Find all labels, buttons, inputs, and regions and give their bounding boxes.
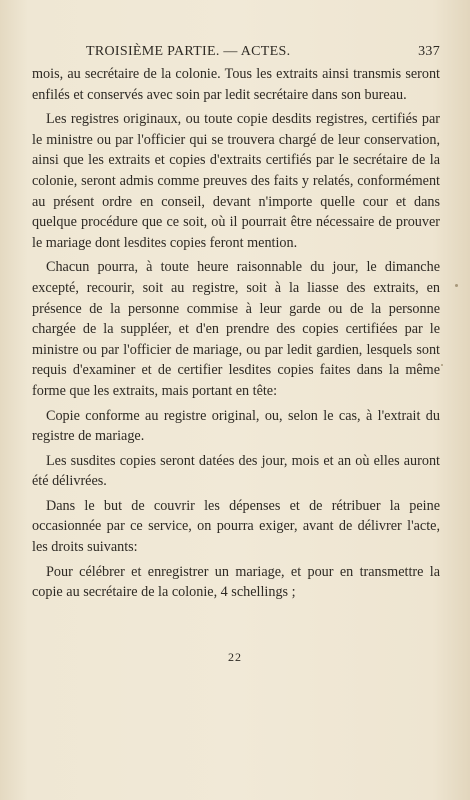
page-number: 337 — [418, 44, 440, 59]
paragraph: Dans le but de couvrir les dépenses et de rétribuer la peine occasionnée par ce service, on pourra exiger, avant de délivrer l'acte, les droits suivants: — [32, 497, 440, 556]
paragraph: mois, au secrétaire de la colonie. Tous les extraits ainsi transmis seront enfilés et conservés avec soin par ledit secrétaire dans son bureau. — [32, 66, 440, 103]
paper-speck — [455, 284, 458, 287]
running-title: TROISIÈME PARTIE. — ACTES. — [86, 44, 291, 59]
running-header — [32, 44, 440, 64]
paragraph: Pour célébrer et enregistrer un mariage, et pour en transmettre la copie au secrétaire de la colonie, 4 schellings ; — [32, 563, 440, 601]
signature-mark: 22 — [228, 650, 242, 664]
paper-speck — [441, 364, 443, 366]
paragraph: Chacun pourra, à toute heure raisonnable du jour, le dimanche excepté, recourir, soit au registre, soit à la liasse des extraits, en présence de la personne commise à leur garde ou de la personne chargée de la suppléer, et d'en prendre des copies certifiées par le ministre ou par l'officier de mariage, ou par ledit gardien, lesquels sont requis d'examiner et de certifier lesdites copies faites dans la même forme que les extraits, mais portant en tête: — [32, 259, 440, 399]
paragraph: Les registres originaux, ou toute copie desdits registres, certifiés par le ministre ou par l'officier qui se trouvera chargé de leur conservation, ainsi que les extraits et copies d'extraits certifiés par le secrétaire de la colonie, seront admis comme preuves des faits y relatés, conformément au présent ordre en conseil, devant n'importe quelle cour et dans quelque procédure que ce soit, où il pourrait être nécessaire de prouver le mariage dont lesdites copies feront mention. — [32, 111, 440, 251]
paragraph: Les susdites copies seront datées des jour, mois et an où elles auront été délivrées. — [32, 452, 440, 490]
paragraph: Copie conforme au registre original, ou, selon le cas, à l'extrait du registre de mariage. — [32, 407, 440, 445]
body-text — [32, 64, 440, 607]
